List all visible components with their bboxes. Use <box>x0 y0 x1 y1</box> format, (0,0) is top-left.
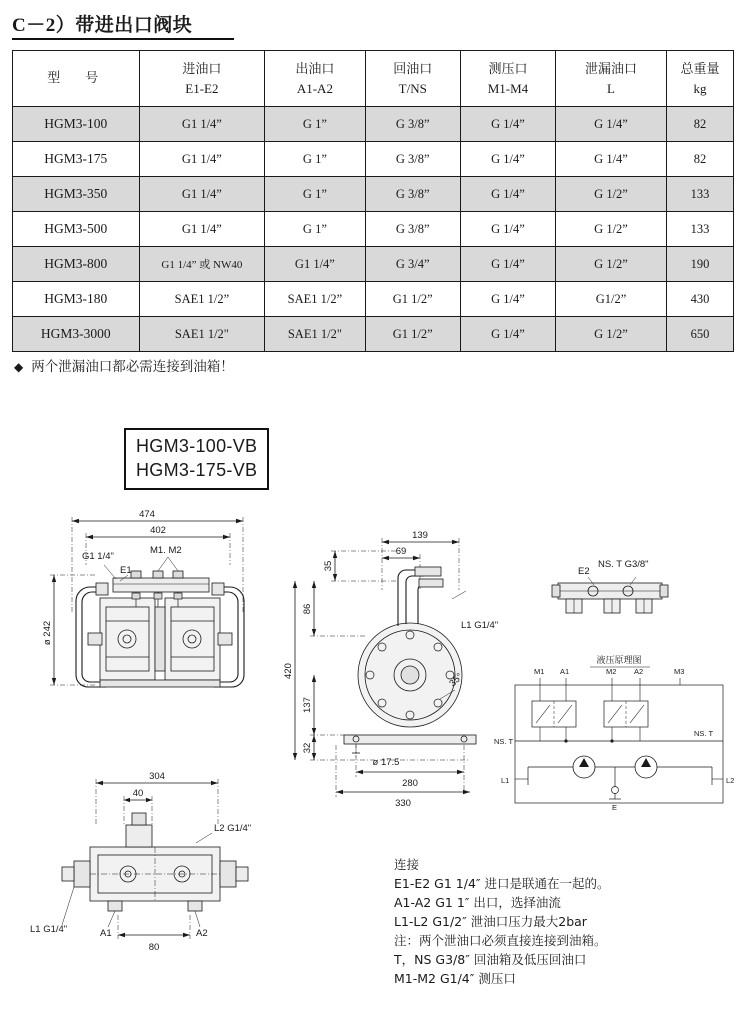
small-top-view <box>552 577 668 613</box>
cell-inlet: G1 1/4” 或 NW40 <box>139 247 265 282</box>
cell-measure: G 1/4” <box>460 177 555 212</box>
cell-leak: G 1/2” <box>556 317 667 352</box>
diamond-bullet-icon: ◆ <box>14 360 24 374</box>
circuit-label-e: E <box>612 803 618 812</box>
connection-line-4: 注：两个泄油口必须直接连接到油箱。 <box>394 933 607 948</box>
circuit-label-ns-left: NS. T <box>494 737 514 746</box>
cell-outlet: SAE1 1/2” <box>265 282 365 317</box>
dim-32: 32 <box>302 742 313 754</box>
connection-line-3: L1-L2 G1/2″ 泄油口压力最大2bar <box>394 914 587 929</box>
circuit-title: 液压原理图 <box>596 655 642 665</box>
circuit-label-ns-right: NS. T <box>694 729 714 738</box>
connection-line-2: A1-A2 G1 1″ 出口，选择油流 <box>394 895 561 910</box>
col-header-inlet-l1: 进油口 <box>182 61 222 77</box>
col-header-weight-l2: kg <box>693 81 707 96</box>
cell-measure: G 1/4” <box>460 317 555 352</box>
label-e1: E1 <box>120 565 132 576</box>
table-row <box>13 212 734 247</box>
col-header-measure-l1: 测压口 <box>488 61 528 77</box>
connection-line-6: M1-M2 G1/4″ 测压口 <box>394 971 516 986</box>
cell-inlet: G1 1/4” <box>139 142 265 177</box>
cell-measure: G 1/4” <box>460 142 555 177</box>
cell-leak: G 1/2” <box>556 177 667 212</box>
cell-return: G 3/8” <box>365 142 460 177</box>
cell-return: G 3/8” <box>365 212 460 247</box>
cell-measure: G 1/4” <box>460 107 555 142</box>
cell-weight: 430 <box>666 282 733 317</box>
dim-86: 86 <box>302 603 313 615</box>
cell-leak: G 1/2” <box>556 247 667 282</box>
cell-inlet: SAE1 1/2” <box>139 282 265 317</box>
cell-leak: G 1/4” <box>556 107 667 142</box>
model-callout-line1: HGM3-100-VB <box>136 436 258 456</box>
label-l1-side: L1 G1/4" <box>461 620 499 631</box>
table-row <box>13 107 734 142</box>
cell-outlet: G 1” <box>265 212 365 247</box>
cell-outlet: G 1” <box>265 177 365 212</box>
circuit-label-l2: L2 <box>726 776 735 785</box>
table-row <box>13 177 734 212</box>
cell-model: HGM3-500 <box>13 212 140 247</box>
dim-137: 137 <box>302 697 313 713</box>
cell-model: HGM3-3000 <box>13 317 140 352</box>
table-row <box>13 317 734 352</box>
table-row <box>13 247 734 282</box>
cell-model: HGM3-100 <box>13 107 140 142</box>
cell-leak: G 1/2” <box>556 212 667 247</box>
table-row <box>13 142 734 177</box>
specification-table <box>12 50 734 352</box>
label-m1m2: M1. M2 <box>150 545 182 556</box>
cell-inlet: G1 1/4” <box>139 107 265 142</box>
footnote-text: 两个泄漏油口都必需连接到油箱！ <box>31 359 234 375</box>
col-header-inlet-l2: E1-E2 <box>185 81 219 96</box>
model-callout-box <box>124 428 269 490</box>
label-l2: L2 G1/4" <box>214 823 252 834</box>
dim-402: 402 <box>150 525 166 536</box>
table-row <box>13 282 734 317</box>
dim-420: 420 <box>283 663 294 679</box>
connection-notes <box>394 855 744 988</box>
connection-line-5: T，NS G3/8″ 回油箱及低压回油口 <box>394 952 587 967</box>
circuit-port-a2: A2 <box>634 667 644 676</box>
col-header-outlet-l1: 出油口 <box>295 61 335 77</box>
col-header-measure <box>460 51 555 107</box>
cell-leak: G 1/4” <box>556 142 667 177</box>
dim-17-5: ø 17.5 <box>372 757 400 768</box>
circuit-port-m1: M1 <box>534 667 545 676</box>
dim-330: 330 <box>395 798 411 809</box>
col-header-model-l1: 型 号 <box>47 71 105 87</box>
connection-line-1: E1-E2 G1 1/4″ 进口是联通在一起的。 <box>394 876 610 891</box>
cell-return: G1 1/2” <box>365 317 460 352</box>
col-header-return <box>365 51 460 107</box>
cell-weight: 82 <box>666 107 733 142</box>
cell-outlet: G 1” <box>265 142 365 177</box>
footnote <box>14 355 234 375</box>
label-g1-front: G1 1/4" <box>82 551 114 562</box>
cell-outlet: G 1” <box>265 107 365 142</box>
col-header-outlet <box>265 51 365 107</box>
dim-40: 40 <box>132 788 144 799</box>
front-view <box>50 517 244 687</box>
label-a2: A2 <box>196 928 208 939</box>
circuit-label-l1: L1 <box>501 776 510 785</box>
col-header-leak <box>556 51 667 107</box>
dim-304: 304 <box>149 771 165 782</box>
cell-model: HGM3-800 <box>13 247 140 282</box>
cell-outlet: G1 1/4” <box>265 247 365 282</box>
page-title-text: 带进出口阀块 <box>75 14 193 36</box>
label-ns-t: NS. T G3/8" <box>598 559 649 570</box>
dim-69: 69 <box>395 546 407 557</box>
col-header-return-l1: 回油口 <box>393 61 433 77</box>
cell-weight: 650 <box>666 317 733 352</box>
cell-weight: 190 <box>666 247 733 282</box>
cell-measure: G 1/4” <box>460 247 555 282</box>
label-a1: A1 <box>100 928 112 939</box>
cell-inlet: G1 1/4” <box>139 212 265 247</box>
cell-weight: 82 <box>666 142 733 177</box>
cell-inlet: G1 1/4” <box>139 177 265 212</box>
cell-return: G1 1/2” <box>365 282 460 317</box>
circuit-port-m3: M3 <box>674 667 685 676</box>
col-header-measure-l2: M1-M4 <box>487 81 529 96</box>
col-header-outlet-l2: A1-A2 <box>296 81 333 96</box>
cell-inlet: SAE1 1/2" <box>139 317 265 352</box>
col-header-leak-l2: L <box>607 81 615 96</box>
label-l1-bottom: L1 G1/4" <box>30 924 68 935</box>
cell-weight: 133 <box>666 212 733 247</box>
dim-242: ø 242 <box>42 620 53 646</box>
cell-return: G 3/8” <box>365 107 460 142</box>
cell-return: G 3/8” <box>365 177 460 212</box>
dim-474: 474 <box>139 509 155 520</box>
model-callout-line2: HGM3-175-VB <box>136 460 258 481</box>
circuit-port-m2: M2 <box>606 667 617 676</box>
dim-280: 280 <box>402 778 418 789</box>
col-header-weight-l1: 总重量 <box>680 61 720 77</box>
page-title <box>12 10 732 37</box>
page-title-code: C－2） <box>12 15 76 36</box>
cell-leak: G1/2” <box>556 282 667 317</box>
label-e2: E2 <box>578 566 590 577</box>
bottom-view <box>62 779 248 939</box>
cell-outlet: SAE1 1/2" <box>265 317 365 352</box>
dim-35: 35 <box>323 560 334 572</box>
cell-measure: G 1/4” <box>460 282 555 317</box>
hydraulic-circuit-diagram <box>515 678 723 803</box>
cell-model: HGM3-175 <box>13 142 140 177</box>
col-header-leak-l1: 泄漏油口 <box>585 61 638 77</box>
cell-model: HGM3-350 <box>13 177 140 212</box>
dim-80: 80 <box>148 942 160 953</box>
col-header-weight <box>666 51 733 107</box>
cell-measure: G 1/4” <box>460 212 555 247</box>
table-header-row <box>13 51 734 107</box>
cell-model: HGM3-180 <box>13 282 140 317</box>
col-header-inlet <box>139 51 265 107</box>
label-35-degree: 35° <box>447 671 466 690</box>
connection-title: 连接 <box>394 857 420 872</box>
dim-139: 139 <box>412 530 428 541</box>
col-header-model <box>13 51 140 107</box>
cell-return: G 3/4” <box>365 247 460 282</box>
title-underline <box>12 38 234 40</box>
circuit-port-a1: A1 <box>560 667 570 676</box>
col-header-return-l2: T/NS <box>398 81 427 96</box>
cell-weight: 133 <box>666 177 733 212</box>
